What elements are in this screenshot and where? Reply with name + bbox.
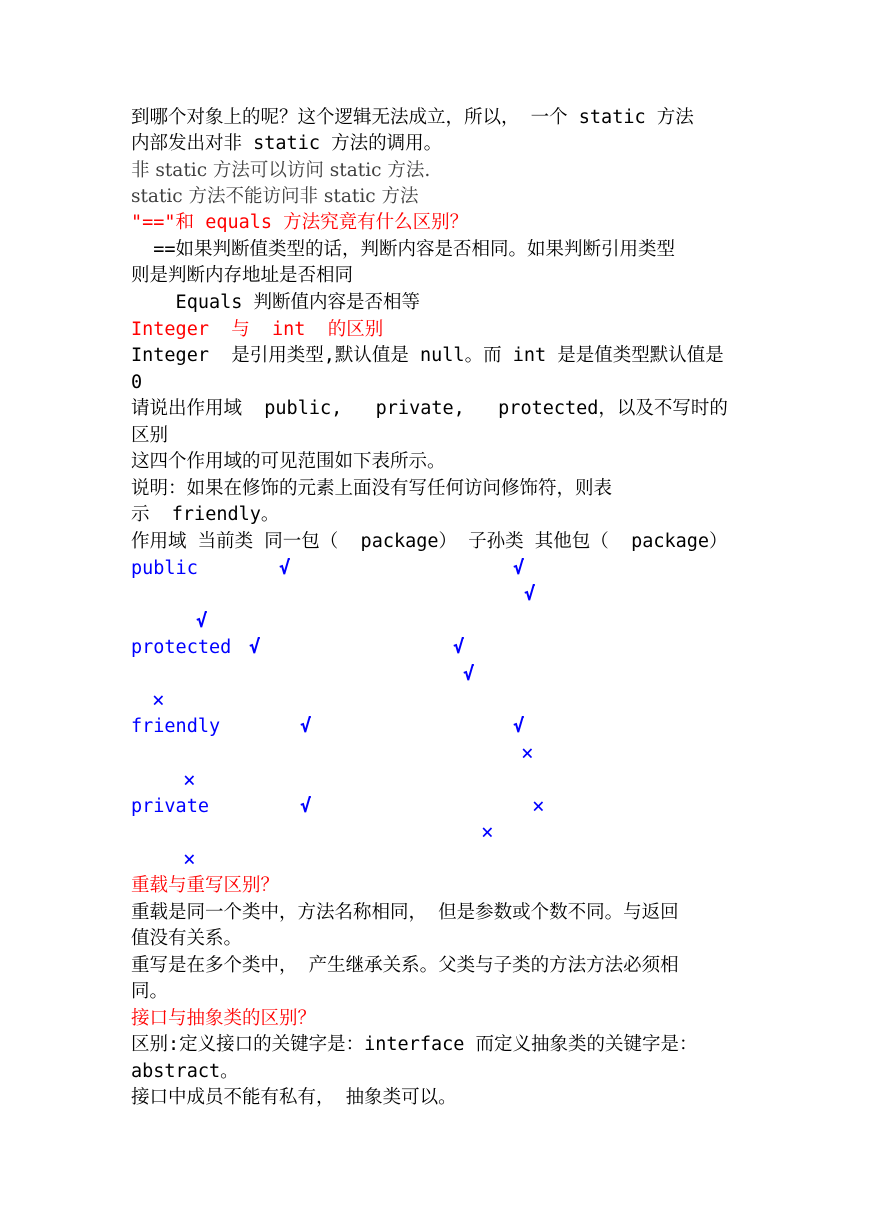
- paragraph-line: static 方法不能访问非 static 方法: [131, 186, 419, 207]
- table-row-label-friendly: friendly: [131, 716, 221, 737]
- table-row-label-protected: protected: [131, 637, 232, 658]
- paragraph-line: 则是判断内存地址是否相同: [131, 265, 354, 286]
- cross-mark: ×: [183, 847, 196, 871]
- cross-mark: ×: [481, 820, 494, 844]
- paragraph-line: 示 friendly。: [131, 504, 280, 525]
- paragraph-line: abstract。: [131, 1061, 239, 1082]
- table-row-label-private: private: [131, 796, 209, 817]
- check-mark: √: [300, 795, 312, 817]
- cross-mark: ×: [521, 741, 534, 765]
- paragraph-line: 区别: [131, 425, 169, 446]
- paragraph-line: 同。: [131, 981, 169, 1002]
- check-mark: √: [196, 610, 208, 632]
- paragraph-line: 0: [131, 372, 143, 393]
- paragraph-line: 内部发出对非 static 方法的调用。: [131, 133, 443, 154]
- paragraph-line: 到哪个对象上的呢？这个逻辑无法成立，所以， 一个 static 方法: [131, 107, 694, 128]
- check-mark: √: [513, 557, 525, 579]
- paragraph-line: Integer 是引用类型,默认值是 null。而 int 是是值类型默认值是: [131, 345, 724, 366]
- paragraph-line: ==如果判断值类型的话，判断内容是否相同。如果判断引用类型: [131, 239, 676, 260]
- check-mark: √: [463, 663, 475, 685]
- table-header-line: 作用域 当前类 同一包（ package） 子孙类 其他包（ package）: [131, 531, 728, 552]
- check-mark: √: [300, 715, 312, 737]
- paragraph-line: 值没有关系。: [131, 928, 243, 949]
- paragraph-line: 区别:定义接口的关键字是：interface 而定义抽象类的关键字是：: [131, 1034, 698, 1055]
- cross-mark: ×: [532, 794, 545, 818]
- paragraph-line: 重写是在多个类中， 产生继承关系。父类与子类的方法方法必须相: [131, 955, 679, 976]
- table-row-label-public: public: [131, 558, 198, 579]
- section-heading: 重载与重写区别？: [131, 875, 280, 896]
- check-mark: √: [524, 583, 536, 605]
- paragraph-line: 说明：如果在修饰的元素上面没有写任何访问修饰符，则表: [131, 478, 613, 499]
- section-heading: "=="和 equals 方法究竟有什么区别？: [131, 212, 469, 233]
- paragraph-line: Equals 判断值内容是否相等: [131, 292, 421, 313]
- check-mark: √: [513, 715, 525, 737]
- check-mark: √: [453, 636, 465, 658]
- section-heading: Integer 与 int 的区别: [131, 319, 384, 340]
- section-heading: 接口与抽象类的区别？: [131, 1008, 317, 1029]
- paragraph-line: 重载是同一个类中，方法名称相同， 但是参数或个数不同。与返回: [131, 902, 679, 923]
- cross-mark: ×: [183, 768, 196, 792]
- paragraph-line: 接口中成员不能有私有， 抽象类可以。: [131, 1087, 457, 1108]
- paragraph-line: 非 static 方法可以访问 static 方法.: [131, 160, 431, 181]
- check-mark: √: [249, 636, 261, 658]
- paragraph-line: 这四个作用域的可见范围如下表所示。: [131, 451, 446, 472]
- cross-mark: ×: [152, 688, 165, 712]
- paragraph-line: 请说出作用域 public, private, protected，以及不写时的: [131, 398, 728, 419]
- check-mark: √: [279, 557, 291, 579]
